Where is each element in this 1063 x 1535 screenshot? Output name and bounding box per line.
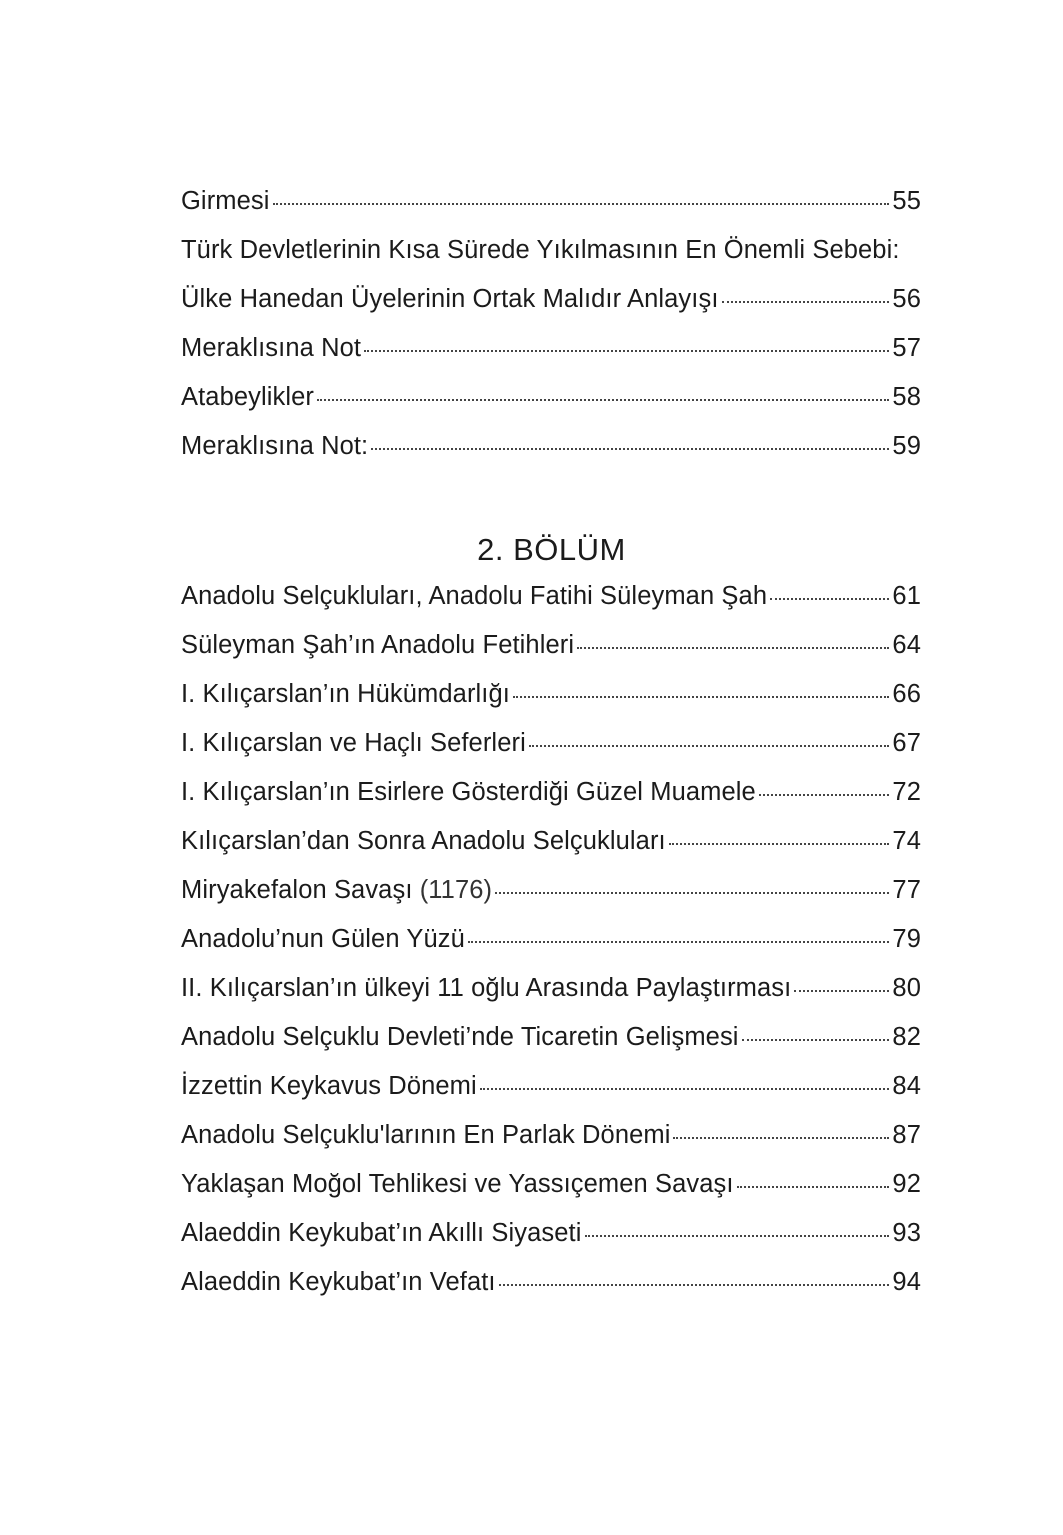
toc-entry: [181, 1268, 921, 1317]
toc-leader-dots: [770, 598, 889, 600]
toc-entry-page: 94: [892, 1268, 921, 1296]
toc-entry-page: 56: [892, 285, 921, 313]
toc-entry: [181, 827, 921, 876]
toc-entry-title: [181, 876, 492, 905]
toc-entry: [181, 187, 921, 236]
toc-entry-page: 80: [892, 974, 921, 1002]
toc-entry-page: 72: [892, 778, 921, 806]
toc-entry: [181, 974, 921, 1023]
toc-entry-page: 66: [892, 680, 921, 708]
toc-leader-dots: [794, 990, 889, 992]
toc-entry-title: Anadolu’nun Gülen Yüzü: [181, 925, 465, 953]
toc-entry: [181, 383, 921, 432]
toc-leader-dots: [585, 1235, 890, 1237]
toc-entry-title: Türk Devletlerinin Kısa Sürede Yıkılmasının En Önemli Sebebi:: [181, 236, 900, 264]
toc-leader-dots: [673, 1137, 889, 1139]
toc-entry-title: Meraklısına Not:: [181, 432, 369, 460]
toc-leader-dots: [669, 843, 890, 845]
toc-entry-title: II. Kılıçarslan’ın ülkeyi 11 oğlu Arasında Paylaştırması: [181, 974, 792, 1002]
toc-leader-dots: [742, 1039, 890, 1041]
toc-leader-dots: [273, 203, 890, 205]
toc-list-part-2: [181, 582, 921, 1317]
toc-entry-title: Kılıçarslan’dan Sonra Anadolu Selçukluları: [181, 827, 666, 855]
toc-entry-title: Meraklısına Not: [181, 334, 362, 362]
toc-leader-dots: [529, 745, 890, 747]
toc-entry-title: Yaklaşan Moğol Tehlikesi ve Yassıçemen Savaşı: [181, 1170, 734, 1198]
toc-entry-title: İzzettin Keykavus Dönemi: [181, 1072, 477, 1100]
toc-leader-dots: [364, 350, 889, 352]
toc-entry-page: 74: [892, 827, 921, 855]
toc-entry-title: Anadolu Selçuklu'larının En Parlak Dönemi: [181, 1121, 671, 1149]
toc-entry-title: Ülke Hanedan Üyelerinin Ortak Malıdır Anlayışı: [181, 285, 719, 313]
toc-entry-page: 84: [892, 1072, 921, 1100]
toc-entry: [181, 925, 921, 974]
toc-entry-page: 64: [892, 631, 921, 659]
toc-entry-title: Alaeddin Keykubat’ın Vefatı: [181, 1268, 496, 1296]
toc-entry-page: 57: [892, 334, 921, 362]
toc-entry-title: Anadolu Selçukluları, Anadolu Fatihi Süleyman Şah: [181, 582, 768, 610]
toc-leader-dots: [513, 696, 889, 698]
toc-entry-page: 77: [892, 876, 921, 904]
toc-entry: [181, 432, 921, 481]
toc-entry: [181, 334, 921, 383]
toc-leader-dots: [495, 892, 889, 894]
toc-entry: [181, 1023, 921, 1072]
toc-entry-title: Atabeylikler: [181, 383, 315, 411]
toc-leader-dots: [371, 448, 889, 450]
toc-list-part-1: [181, 187, 921, 481]
toc-entry-page: 92: [892, 1170, 921, 1198]
section-heading: 2. BÖLÜM: [477, 532, 626, 567]
toc-entry-page: 61: [892, 582, 921, 610]
toc-entry-title: Anadolu Selçuklu Devleti’nde Ticaretin Gelişmesi: [181, 1023, 739, 1051]
toc-entry: [181, 1219, 921, 1268]
toc-entry-title-year: (1176): [419, 876, 493, 904]
toc-leader-dots: [317, 399, 889, 401]
toc-entry-title: I. Kılıçarslan’ın Hükümdarlığı: [181, 680, 510, 708]
toc-leader-dots: [468, 941, 890, 943]
toc-entry: [181, 236, 921, 285]
toc-entry-page: 58: [892, 383, 921, 411]
toc-entry-page: 93: [892, 1219, 921, 1247]
toc-entry-page: 67: [892, 729, 921, 757]
toc-entry: [181, 778, 921, 827]
toc-leader-dots: [499, 1284, 890, 1286]
toc-entry-title: I. Kılıçarslan ve Haçlı Seferleri: [181, 729, 526, 757]
toc-entry-title: Alaeddin Keykubat’ın Akıllı Siyaseti: [181, 1219, 582, 1247]
toc-entry-page: 55: [892, 187, 921, 215]
toc-entry: [181, 582, 921, 631]
toc-entry-page: 59: [892, 432, 921, 460]
toc-leader-dots: [480, 1088, 890, 1090]
toc-entry-page: 82: [892, 1023, 921, 1051]
toc-leader-dots: [737, 1186, 890, 1188]
toc-leader-dots: [722, 301, 890, 303]
toc-entry: [181, 631, 921, 680]
toc-entry: [181, 1121, 921, 1170]
toc-entry-title-main: Miryakefalon Savaşı: [181, 876, 413, 904]
toc-leader-dots: [759, 794, 890, 796]
toc-entry-page: 87: [892, 1121, 921, 1149]
toc-entry: [181, 1170, 921, 1219]
toc-entry: [181, 680, 921, 729]
toc-entry-title: Süleyman Şah’ın Anadolu Fetihleri: [181, 631, 575, 659]
toc-entry-title: I. Kılıçarslan’ın Esirlere Gösterdiği Güzel Muamele: [181, 778, 756, 806]
toc-entry-page: 79: [892, 925, 921, 953]
toc-entry: [181, 1072, 921, 1121]
toc-entry: [181, 876, 921, 925]
toc-entry: [181, 729, 921, 778]
toc-entry: [181, 285, 921, 334]
toc-leader-dots: [577, 647, 889, 649]
toc-entry-title: Girmesi: [181, 187, 270, 215]
